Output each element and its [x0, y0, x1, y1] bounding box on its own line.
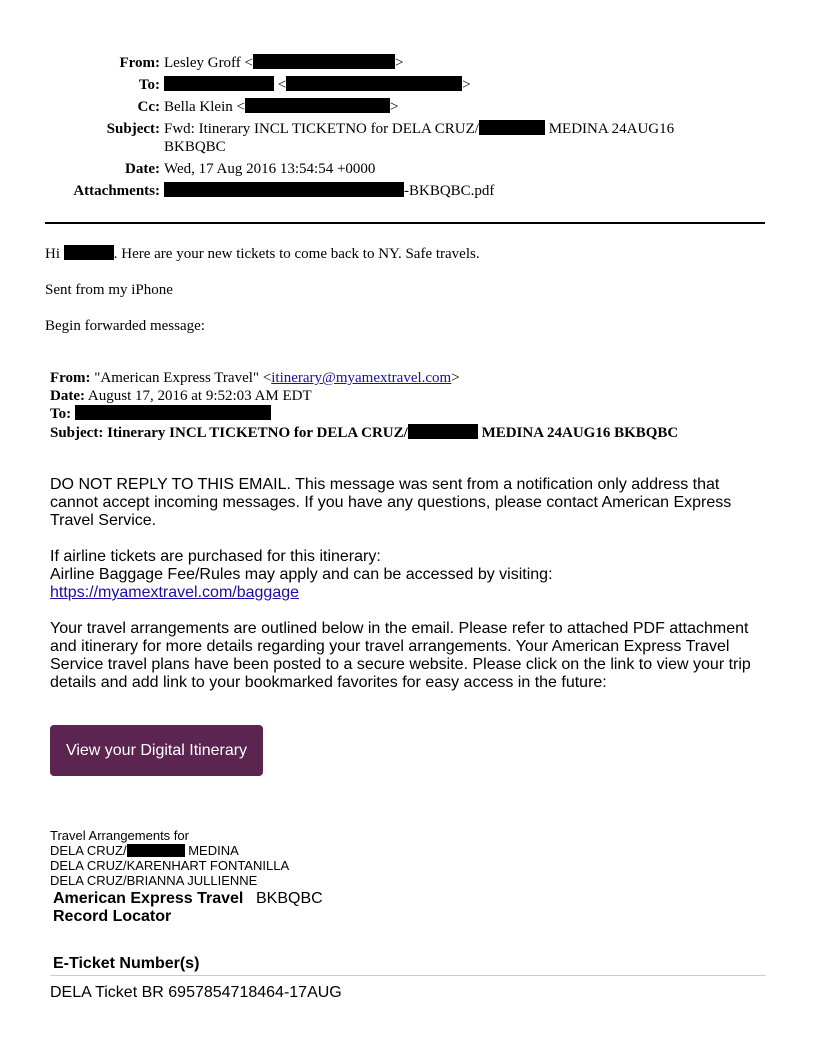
traveler-1-suffix: MEDINA	[188, 843, 239, 858]
redaction-box	[245, 98, 390, 113]
baggage-link[interactable]: https://myamextravel.com/baggage	[50, 584, 300, 601]
date-value: Wed, 17 Aug 2016 13:54:54 +0000	[164, 161, 376, 177]
attachments-label: Attachments:	[73, 183, 160, 199]
to-value: < >	[164, 76, 724, 94]
eticket-line: DELA Ticket BR 6957854718464-17AUG	[50, 984, 342, 1001]
from-label: From:	[119, 55, 160, 71]
subject-label: Subject:	[106, 121, 160, 137]
fwd-subject-part2: MEDINA 24AUG16 BKBQBC	[481, 425, 679, 441]
subject-part2: MEDINA 24AUG16	[548, 121, 675, 137]
attachment-value[interactable]	[164, 182, 724, 200]
arrangements-line: and itinerary for more details regarding your travel arrangements. Your American Express Travel	[50, 638, 730, 655]
eticket-heading: E-Ticket Number(s)	[53, 955, 200, 972]
fwd-from-value: "American Express Travel" <	[94, 370, 272, 386]
subject-part1: Fwd: Itinerary INCL TICKETNO for DELA CRUZ/	[164, 121, 479, 137]
greeting-rest: . Here are your new tickets to come back to NY. Safe travels.	[113, 246, 480, 262]
begin-forwarded: Begin forwarded message:	[45, 318, 205, 334]
record-label-line2: Record Locator	[53, 908, 172, 925]
record-locator-value: BKBQBC	[256, 890, 323, 907]
redaction-box	[286, 76, 462, 91]
baggage-line: If airline tickets are purchased for this itinerary:	[50, 548, 381, 565]
traveler-2: DELA CRUZ/KARENHART FONTANILLA	[50, 858, 290, 873]
header-divider	[45, 222, 765, 224]
fwd-from-line	[50, 369, 460, 387]
notice-line: Travel Service.	[50, 512, 157, 529]
view-digital-itinerary-button[interactable]: View your Digital Itinerary	[50, 725, 263, 776]
do-not-reply-notice	[50, 476, 770, 530]
redaction-box	[408, 424, 478, 439]
fwd-from-email-link[interactable]: itinerary@myamextravel.com	[271, 370, 452, 386]
cc-label: Cc:	[137, 99, 160, 115]
redaction-box	[75, 405, 271, 420]
arrangements-line: details and add link to your bookmarked favorites for easy access in the future:	[50, 674, 607, 691]
fwd-subject-label: Subject:	[50, 425, 104, 441]
redaction-box	[479, 120, 545, 135]
arrangements-line: Your travel arrangements are outlined below in the email. Please refer to attached PDF attachment	[50, 620, 749, 637]
redaction-box	[64, 245, 114, 260]
from-value: Lesley Groff < >	[164, 55, 404, 71]
fwd-to-line	[50, 405, 271, 423]
sent-from: Sent from my iPhone	[45, 282, 173, 298]
greeting-line	[45, 245, 480, 263]
to-label: To:	[138, 77, 160, 93]
fwd-date-label: Date:	[50, 388, 85, 404]
arrangements-line: Service travel plans have been posted to a secure website. Please click on the link to view your trip	[50, 656, 751, 673]
traveler-3: DELA CRUZ/BRIANNA JULLIENNE	[50, 873, 258, 888]
notice-line: cannot accept incoming messages. If you have any questions, please contact American Express	[50, 494, 732, 511]
attachment-suffix: -BKBQBC.pdf	[404, 183, 495, 199]
record-label-line1: American Express Travel	[53, 890, 244, 907]
fwd-date-value: August 17, 2016 at 9:52:03 AM EDT	[87, 388, 312, 404]
arrangements-paragraph	[50, 620, 770, 692]
fwd-from-close: >	[451, 370, 460, 386]
notice-line: DO NOT REPLY TO THIS EMAIL. This message was sent from a notification only address that	[50, 476, 720, 493]
redaction-box	[127, 844, 185, 857]
baggage-line: Airline Baggage Fee/Rules may apply and can be accessed by visiting:	[50, 566, 553, 583]
date-label: Date:	[125, 161, 160, 177]
fwd-date-line	[50, 387, 312, 405]
cc-value: Bella Klein < >	[164, 99, 399, 115]
traveler-1	[50, 843, 239, 858]
redaction-box	[164, 76, 274, 91]
traveler-1-prefix: DELA CRUZ/	[50, 843, 127, 858]
baggage-info	[50, 548, 770, 602]
fwd-to-label: To:	[50, 406, 72, 422]
from-name: Lesley Groff	[164, 55, 241, 71]
fwd-subject-part1: Itinerary INCL TICKETNO for DELA CRUZ/	[107, 425, 408, 441]
subject-value	[164, 120, 724, 156]
travelers-heading: Travel Arrangements for	[50, 828, 189, 843]
cc-name: Bella Klein	[164, 99, 233, 115]
fwd-subject-line	[50, 424, 678, 442]
greeting-start: Hi	[45, 246, 60, 262]
fwd-from-label: From:	[50, 370, 91, 386]
redaction-box	[164, 182, 404, 197]
redaction-box	[253, 54, 395, 69]
subject-part3: BKBQBC	[164, 139, 226, 155]
email-header	[0, 0, 816, 210]
eticket-divider	[50, 975, 766, 976]
